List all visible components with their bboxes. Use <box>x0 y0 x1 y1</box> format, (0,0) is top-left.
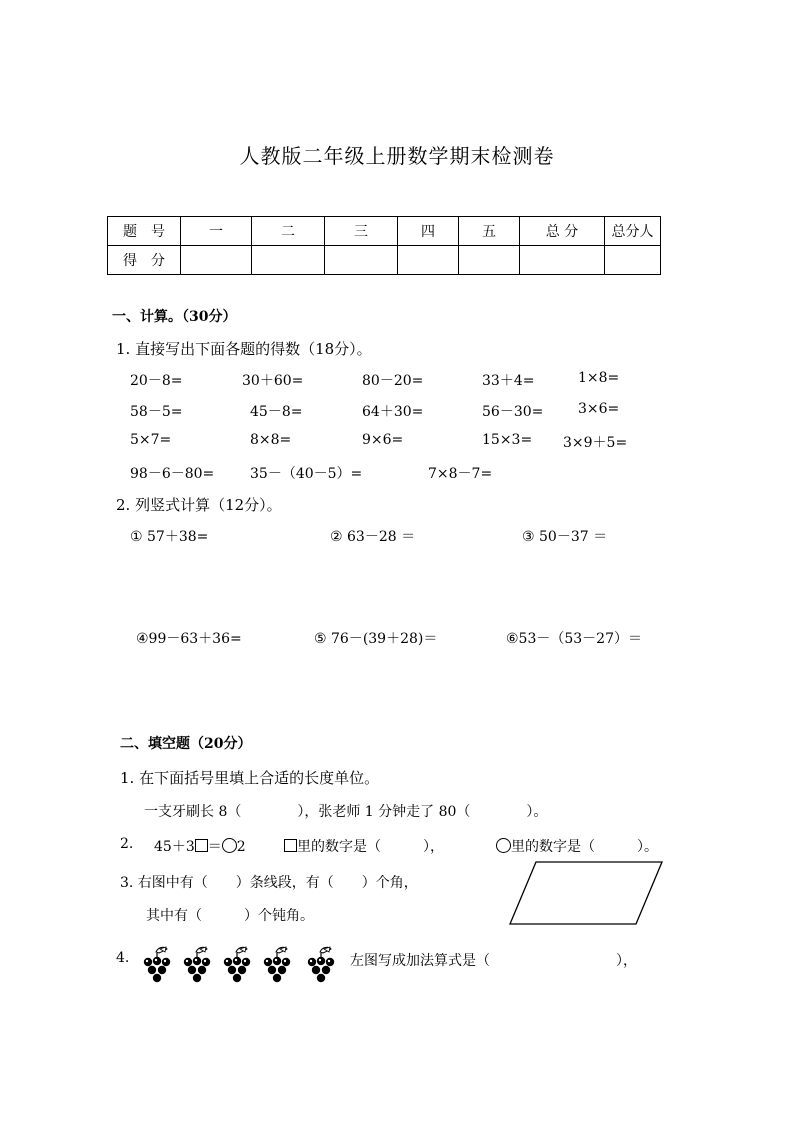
section1-q2-label: 2. 列竖式计算（12分）。 <box>116 496 282 514</box>
problem: 64＋30= <box>362 404 424 420</box>
score-input-cell[interactable] <box>181 246 252 275</box>
vertical-problem: ② 63－28 ＝ <box>330 529 416 545</box>
section2-q3-line2: 其中有（ ）个钝角。 <box>146 908 314 924</box>
score-table <box>107 216 661 275</box>
table-cell: 得 分 <box>108 246 181 275</box>
circle-blank-icon <box>222 838 237 853</box>
grape-icon <box>264 947 290 982</box>
problem: 3×6= <box>578 401 620 417</box>
grape-icon <box>224 947 250 982</box>
problem: 45－8= <box>250 404 303 420</box>
score-input-cell[interactable] <box>252 246 325 275</box>
vertical-problem: ④99－63＋36= <box>136 631 242 647</box>
problem: 3×9＋5= <box>563 435 628 451</box>
grape-icon <box>308 947 334 982</box>
table-cell: 三 <box>325 217 398 246</box>
square-blank-icon <box>284 839 297 852</box>
text: 里的数字是（ ）， <box>297 839 444 855</box>
text: 里的数字是（ ）。 <box>511 839 658 855</box>
table-cell: 五 <box>459 217 520 246</box>
score-input-cell[interactable] <box>398 246 459 275</box>
score-input-cell[interactable] <box>459 246 520 275</box>
vertical-problem: ⑤ 76－(39＋28)＝ <box>314 631 438 647</box>
circle-blank-icon <box>496 838 511 853</box>
section1-q1-label: 1. 直接写出下面各题的得数（18分）。 <box>116 340 372 358</box>
problem: 20－8= <box>130 373 183 389</box>
problem: 9×6= <box>362 432 404 448</box>
score-input-cell[interactable] <box>605 246 661 275</box>
score-input-cell[interactable] <box>520 246 605 275</box>
vertical-problem: ⑥53－（53－27）＝ <box>506 631 642 647</box>
problem: 33＋4= <box>482 373 535 389</box>
expression-part: 2 <box>236 839 246 855</box>
score-input-cell[interactable] <box>325 246 398 275</box>
problem: 1×8= <box>578 370 620 386</box>
vertical-problem: ① 57＋38= <box>130 529 209 545</box>
expression-part: 45＋3 <box>154 839 195 855</box>
grapes-icon-row <box>140 942 340 992</box>
section1-heading: 一、计算。（30分） <box>112 309 237 325</box>
problem: 30＋60= <box>242 373 304 389</box>
grape-icon <box>184 947 210 982</box>
section2-q4-number: 4. <box>116 950 130 966</box>
section2-q3-line1: 3. 右图中有（ ）条线段，有（ ）个角， <box>120 875 418 891</box>
score-table-score-row <box>108 246 661 275</box>
problem: 8×8= <box>250 432 292 448</box>
square-blank-icon <box>195 839 208 852</box>
grape-icon <box>144 947 170 982</box>
table-cell: 总 分 <box>520 217 605 246</box>
table-cell: 题 号 <box>108 217 181 246</box>
problem: 15×3= <box>482 432 533 448</box>
section2-q2-circle-text <box>496 836 658 856</box>
problem: 58－5= <box>130 404 183 420</box>
problem: 56－30= <box>482 404 544 420</box>
page-title: 人教版二年级上册数学期末检测卷 <box>239 144 555 168</box>
problem: 35－（40－5）= <box>250 466 363 482</box>
problem: 7×8－7= <box>428 466 493 482</box>
problem: 80－20= <box>362 373 424 389</box>
section2-heading: 二、填空题（20分） <box>120 736 252 752</box>
section2-q2-square-text <box>284 836 444 856</box>
expression-part: ＝ <box>207 839 222 855</box>
table-cell: 总分人 <box>605 217 661 246</box>
table-cell: 二 <box>252 217 325 246</box>
table-cell: 一 <box>181 217 252 246</box>
section2-q2-number: 2. <box>120 836 134 852</box>
section2-q2-expression <box>154 836 246 856</box>
score-table-header-row <box>108 217 661 246</box>
parallelogram-figure <box>508 860 664 926</box>
section2-q1-label: 1. 在下面括号里填上合适的长度单位。 <box>120 769 380 787</box>
vertical-problem: ③ 50－37 ＝ <box>522 529 608 545</box>
problem: 5×7= <box>130 432 172 448</box>
section2-q1-line: 一支牙刷长 8（ ），张老师 1 分钟走了 80（ ）。 <box>144 804 548 820</box>
section2-q4-text: 左图写成加法算式是（ ）， <box>350 953 637 969</box>
table-cell: 四 <box>398 217 459 246</box>
problem: 98－6－80= <box>130 466 215 482</box>
